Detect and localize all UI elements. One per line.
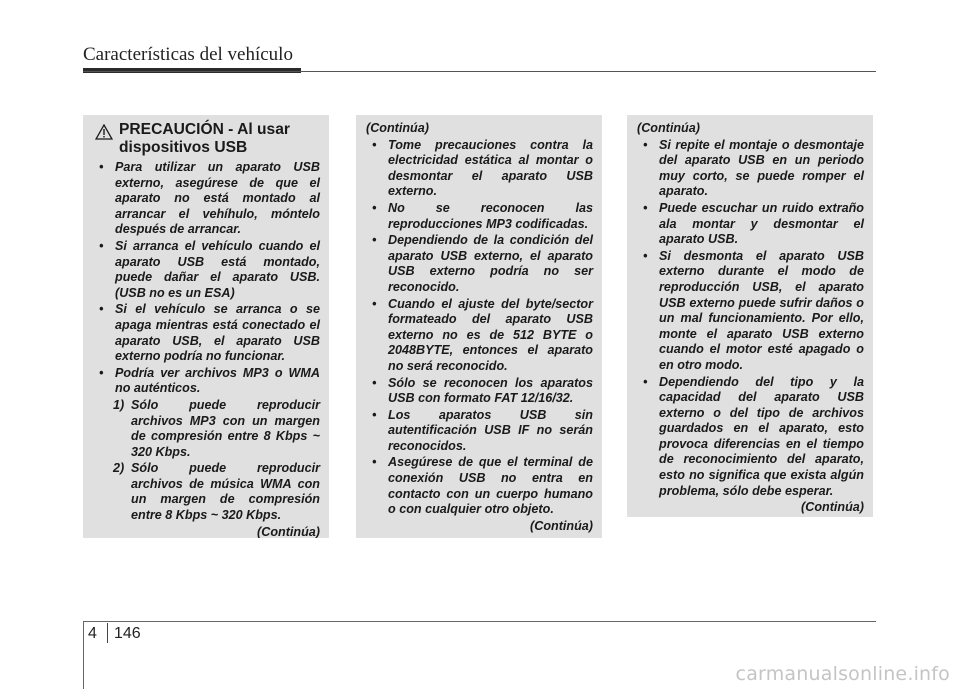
caution-heading [93,121,320,156]
footer-rule [83,621,876,622]
sub-item-text: Sólo puede reproducir archivos MP3 con un margen de compresión entre 8 Kbps ~ 320 Kbps. [131,397,320,459]
sub-list [93,398,320,524]
continued-top-label: (Continúa) [366,121,429,135]
sub-item-text: Sólo puede reproducir archivos de música WMA con un margen de compresión entre 8 Kbps ~ 320 Kbps. [131,461,320,523]
list-item: • Los aparatos USB sin autentificación USB IF no serán reconocidos. [366,408,593,455]
footer-rule-vertical-left [83,621,84,689]
continued-top-label: (Continúa) [637,121,700,135]
list-item: • Si repite el montaje o desmontaje del aparato USB en un periodo muy corto, se puede romper el aparato. [637,138,864,200]
continued-label: (Continúa) [257,524,320,538]
list-item: • Tome precauciones contra la electricidad estática al montar o desmontar el aparato USB externo. [366,138,593,200]
list-item: • Si el vehículo se arranca o se apaga mientras está conectado el aparato USB, el aparato USB externo podría no funcionar. [93,302,320,364]
list-item: • Cuando el ajuste del byte/sector formateado del aparato USB externo no es de 512 BYTE o 2048BYTE, entonces el aparato no será reconocido. [366,297,593,375]
sub-list-item [93,461,320,523]
watermark: carmanualsonline.info [735,663,950,685]
sub-item-number: 1) [113,397,125,412]
caution-title: PRECAUCIÓN - Al usar dispositivos USB [119,121,290,156]
list-item: • No se reconocen las reproducciones MP3 codificadas. [366,201,593,232]
list-item: • Puede escuchar un ruido extraño ala montar y desmontar el aparato USB. [637,201,864,248]
list-item: • Si arranca el vehículo cuando el aparato USB está montado, puede dañar el aparato USB. (USB no es un ESA) [93,239,320,301]
header-rule-thin [83,71,876,72]
warning-triangle-icon [95,124,113,140]
list-item: • Dependiendo del tipo y la capacidad del aparato USB externo o del tipo de archivos guardados en el aparato, esto provoca diferencias en el tiempo de reconocimiento del aparato, esto no significa que exista algún problema, sólo debe esperar. [637,375,864,500]
list-item: • Si desmonta el aparato USB externo durante el modo de reproducción USB, el aparato USB externo puede sufrir daños o un mal funcionamiento. Por ello, monte el aparato USB externo cuando el motor esté apagado o en otro modo. [637,249,864,374]
list-item: • Para utilizar un aparato USB externo, asegúrese de que el aparato no está montado al arrancar el vehíhulo, móntelo después de arrancar. [93,160,320,238]
continued-label: (Continúa) [530,518,593,533]
continued-label: (Continúa) [801,500,864,515]
caution-panel-2 [356,115,602,538]
caution-panel-3 [627,115,873,517]
header-title: Características del vehículo [83,44,293,65]
list-item: • Sólo se reconocen los aparatos USB con formato FAT 12/16/32. [366,376,593,407]
list-item: • Asegúrese de que el terminal de conexión USB no entra en contacto con un cuerpo humano o con cualquier otro objeto. [366,455,593,517]
caution-panel-1 [83,115,329,538]
caution-list-3 [637,138,864,500]
footer-rule-separator [107,623,108,643]
caution-list-1 [93,160,320,397]
caution-list-2 [366,138,593,518]
page-number: 146 [114,625,141,642]
sub-item-number: 2) [113,461,125,476]
list-item: • Podría ver archivos MP3 o WMA no auténticos. [93,366,320,397]
sub-list-item [93,398,320,460]
chapter-number: 4 [88,625,97,642]
list-item: • Dependiendo de la condición del aparato USB externo, el aparato USB externo podría no ser reconocido. [366,233,593,295]
